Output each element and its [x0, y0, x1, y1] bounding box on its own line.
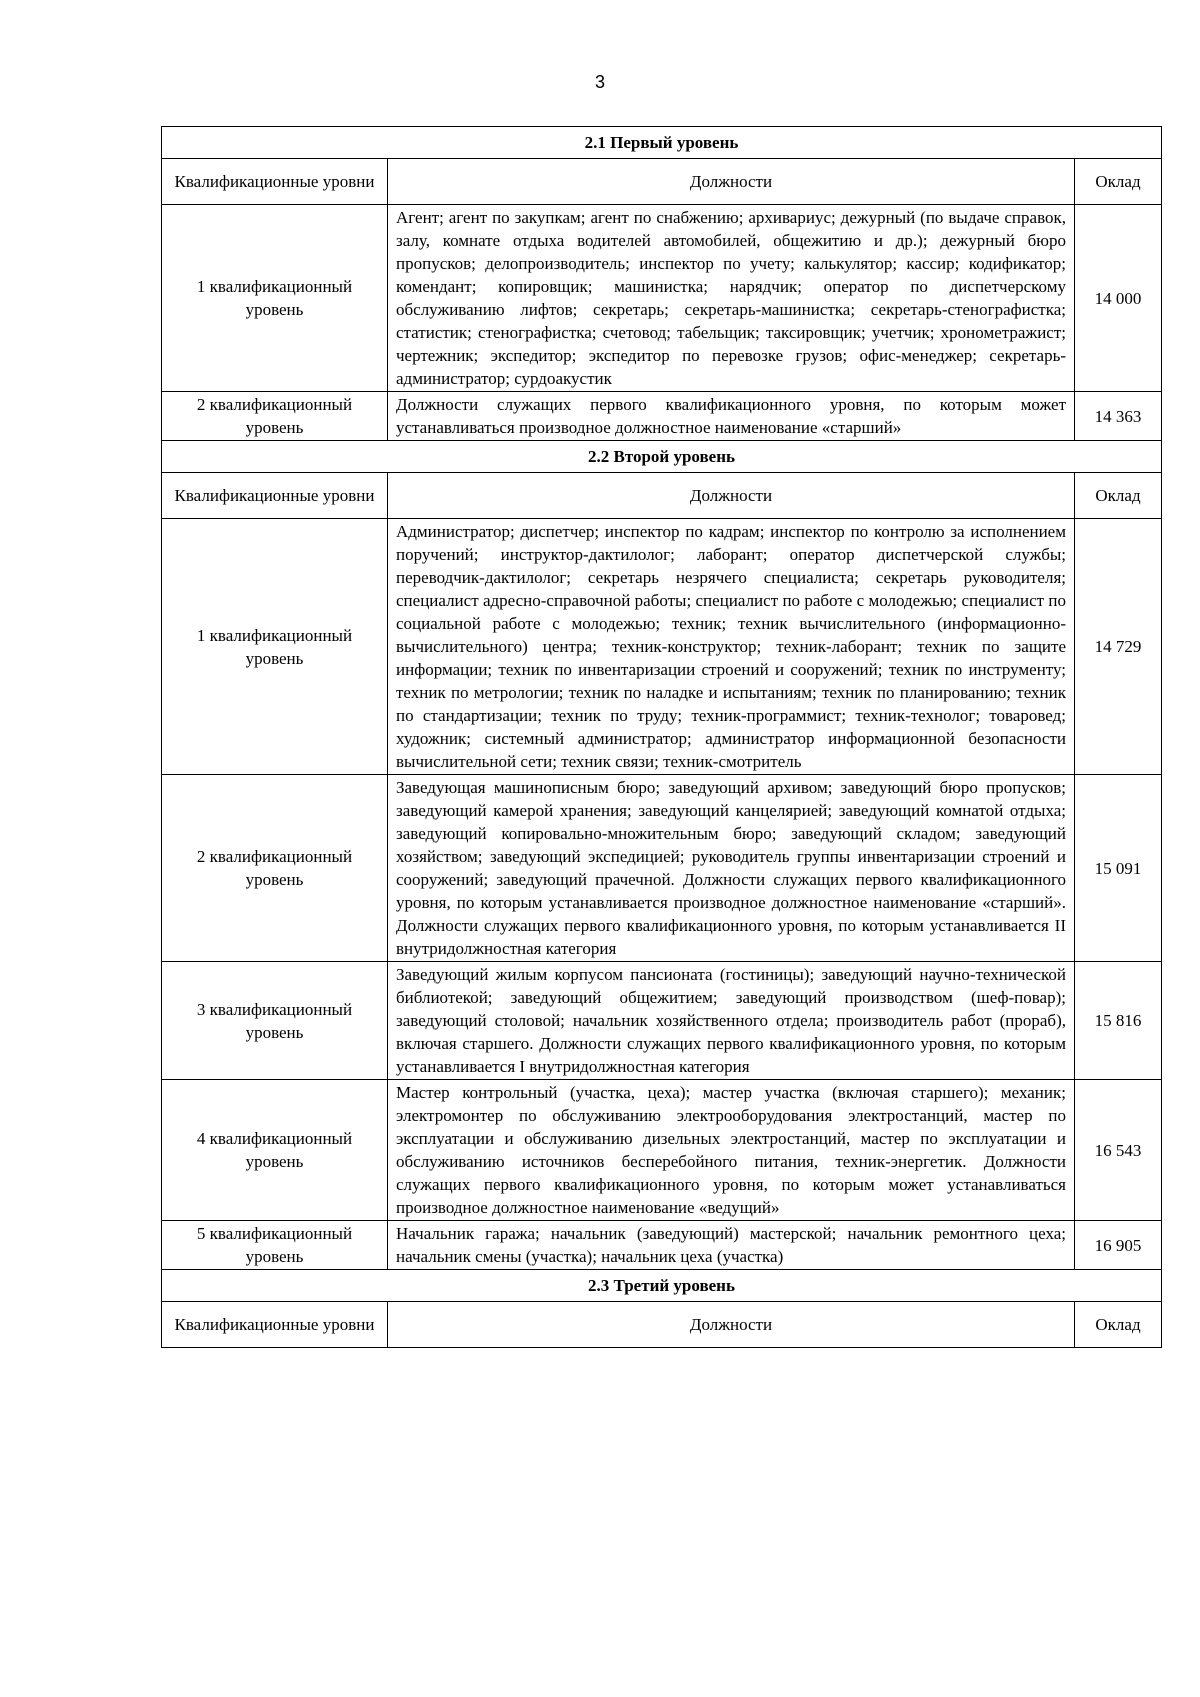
salary-value: 15 091: [1075, 775, 1162, 962]
table-row: [162, 775, 1162, 962]
salary-table-body: [162, 127, 1162, 1348]
column-header-positions: Должности: [388, 473, 1075, 519]
salary-value: 14 363: [1075, 392, 1162, 441]
table-row: [162, 962, 1162, 1080]
qualification-level: 1 квалификационный уровень: [162, 519, 388, 775]
salary-value: 15 816: [1075, 962, 1162, 1080]
qualification-level: 1 квалификационный уровень: [162, 205, 388, 392]
section-row: [162, 441, 1162, 473]
table-row: [162, 205, 1162, 392]
qualification-level: 2 квалификационный уровень: [162, 392, 388, 441]
column-header-level: Квалификационные уровни: [162, 473, 388, 519]
qualification-level: 4 квалификационный уровень: [162, 1080, 388, 1221]
positions-list: Администратор; диспетчер; инспектор по кадрам; инспектор по контролю за исполнением поручений; инструктор-дактилолог; лаборант; оператор диспетчерской службы; переводчик-дактилолог; секретарь незрячего специалиста; секретарь руководителя; специалист адресно-справочной работы; специалист по работе с молодежью; специалист по социальной работе с молодежью; техник; техник вычислительного (информационно-вычислительного) центра; техник-конструктор; техник-лаборант; техник по защите информации; техник по инвентаризации строений и сооружений; техник по инструменту; техник по метрологии; техник по наладке и испытаниям; техник по планированию; техник по стандартизации; техник по труду; техник-программист; техник-технолог; товаровед; художник; системный администратор; администратор информационной безопасности вычислительной сети; техник связи; техник-смотритель: [388, 519, 1075, 775]
column-header-level: Квалификационные уровни: [162, 159, 388, 205]
section-title: 2.3 Третий уровень: [162, 1270, 1162, 1302]
section-row: [162, 127, 1162, 159]
salary-value: 14 729: [1075, 519, 1162, 775]
positions-list: Заведующая машинописным бюро; заведующий архивом; заведующий бюро пропусков; заведующий камерой хранения; заведующий канцелярией; заведующий комнатой отдыха; заведующий копировально-множительным бюро; заведующий складом; заведующий хозяйством; заведующий экспедицией; руководитель группы инвентаризации строений и сооружений; заведующий прачечной. Должности служащих первого квалификационного уровня, по которым устанавливается производное должностное наименование «старший». Должности служащих первого квалификационного уровня, по которым устанавливается II внутридолжностная категория: [388, 775, 1075, 962]
section-row: [162, 1270, 1162, 1302]
positions-list: Агент; агент по закупкам; агент по снабжению; архивариус; дежурный (по выдаче справок, залу, комнате отдыха водителей автомобилей, общежитию и др.); дежурный бюро пропусков; делопроизводитель; инспектор по учету; калькулятор; кассир; кодификатор; комендант; копировщик; машинистка; нарядчик; оператор по диспетчерскому обслуживанию лифтов; секретарь; секретарь-машинистка; секретарь-стенографистка; статистик; стенографистка; счетовод; табельщик; таксировщик; учетчик; хронометражист; чертежник; экспедитор; экспедитор по перевозке грузов; офис-менеджер; секретарь-администратор; сурдоакустик: [388, 205, 1075, 392]
table-row: [162, 1221, 1162, 1270]
table-row: [162, 392, 1162, 441]
column-header-salary: Оклад: [1075, 159, 1162, 205]
table-header-row: [162, 159, 1162, 205]
positions-list: Должности служащих первого квалификационного уровня, по которым может устанавливаться производное должностное наименование «старший»: [388, 392, 1075, 441]
salary-value: 16 543: [1075, 1080, 1162, 1221]
positions-list: Заведующий жилым корпусом пансионата (гостиницы); заведующий научно-технической библиотекой; заведующий общежитием; заведующий производством (шеф-повар); заведующий столовой; начальник хозяйственного отдела; производитель работ (прораб), включая старшего. Должности служащих первого квалификационного уровня, по которым устанавливается I внутридолжностная категория: [388, 962, 1075, 1080]
column-header-positions: Должности: [388, 1302, 1075, 1348]
qualification-level: 3 квалификационный уровень: [162, 962, 388, 1080]
column-header-level: Квалификационные уровни: [162, 1302, 388, 1348]
table-header-row: [162, 473, 1162, 519]
column-header-salary: Оклад: [1075, 1302, 1162, 1348]
table-row: [162, 519, 1162, 775]
table-row: [162, 1080, 1162, 1221]
qualification-level: 5 квалификационный уровень: [162, 1221, 388, 1270]
salary-value: 14 000: [1075, 205, 1162, 392]
table-header-row: [162, 1302, 1162, 1348]
column-header-salary: Оклад: [1075, 473, 1162, 519]
salary-value: 16 905: [1075, 1221, 1162, 1270]
qualification-level: 2 квалификационный уровень: [162, 775, 388, 962]
page-number: 3: [594, 72, 605, 92]
positions-list: Начальник гаража; начальник (заведующий) мастерской; начальник ремонтного цеха; начальник смены (участка); начальник цеха (участка): [388, 1221, 1075, 1270]
positions-list: Мастер контрольный (участка, цеха); мастер участка (включая старшего); механик; электромонтер по обслуживанию электрооборудования электростанций, мастер по эксплуатации и обслуживанию дизельных электростанций, мастер по эксплуатации и обслуживанию источников бесперебойного питания, техник-энергетик. Должности служащих первого квалификационного уровня, по которым может устанавливаться производное должностное наименование «ведущий»: [388, 1080, 1075, 1221]
section-title: 2.2 Второй уровень: [162, 441, 1162, 473]
section-title: 2.1 Первый уровень: [162, 127, 1162, 159]
column-header-positions: Должности: [388, 159, 1075, 205]
salary-table: [161, 126, 1162, 1348]
